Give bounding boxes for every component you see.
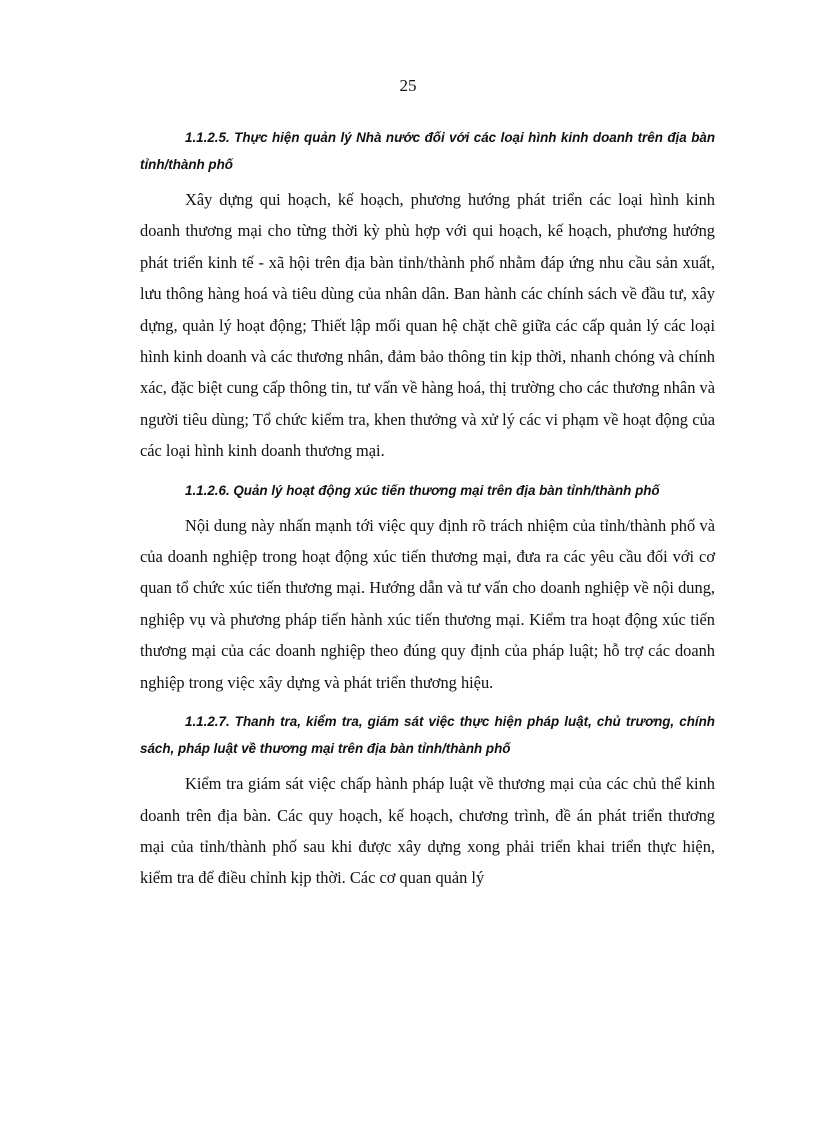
section-heading: 1.1.2.7. Thanh tra, kiểm tra, giám sát việc thực hiện pháp luật, chủ trương, chính sách, pháp luật về thương mại trên địa bàn tỉnh/thành phố: [140, 714, 715, 757]
section-paragraph: Kiểm tra giám sát việc chấp hành pháp luật về thương mại của các chủ thể kinh doanh trên địa bàn. Các quy hoạch, kế hoạch, chương trình, đề án phát triển thương mại của tỉnh/thành phố sau khi được xây dựng xong phải triển khai triển thực hiện, kiểm tra để điều chỉnh kịp thời. Các cơ quan quản lý: [140, 774, 715, 888]
page-number: 25: [399, 76, 417, 95]
section-1-1-2-5: [140, 124, 715, 467]
section-paragraph: Nội dung này nhấn mạnh tới việc quy định rõ trách nhiệm của tỉnh/thành phố và của doanh nghiệp trong hoạt động xúc tiến thương mại, đưa ra các yêu cầu đối với cơ quan tổ chức xúc tiến thương mại. Hướng dẫn và tư vấn cho doanh nghiệp về nội dung, nghiệp vụ và phương pháp tiến hành xúc tiến thương mại. Kiểm tra hoạt động xúc tiến thương mại của các doanh nghiệp theo đúng quy định của pháp luật; hỗ trợ các doanh nghiệp trong việc xây dựng và phát triển thương hiệu.: [140, 515, 715, 692]
page-content: [140, 124, 715, 904]
section-heading: 1.1.2.6. Quản lý hoạt động xúc tiến thương mại trên địa bàn tỉnh/thành phố: [185, 482, 660, 498]
section-paragraph: Xây dựng qui hoạch, kế hoạch, phương hướng phát triển các loại hình kinh doanh thương mại cho từng thời kỳ phù hợp với qui hoạch, kế hoạch, phương hướng phát triển kinh tế - xã hội trên địa bàn tỉnh/thành phố nhằm đáp ứng nhu cầu sản xuất, lưu thông hàng hoá và tiêu dùng của nhân dân. Ban hành các chính sách về đầu tư, xây dựng, quản lý hoạt động; Thiết lập mối quan hệ chặt chẽ giữa các cấp quản lý các loại hình kinh doanh và các thương nhân, đảm bảo thông tin kịp thời, nhanh chóng và chính xác, đặc biệt cung cấp thông tin, tư vấn về hàng hoá, thị trường cho các thương nhân và người tiêu dùng; Tổ chức kiểm tra, khen thưởng và xử lý các vi phạm về hoạt động của các loại hình kinh doanh thương mại.: [140, 190, 715, 461]
section-heading: 1.1.2.5. Thực hiện quản lý Nhà nước đối với các loại hình kinh doanh trên địa bàn tỉnh/thành phố: [140, 130, 715, 172]
section-1-1-2-7: [140, 708, 715, 894]
section-1-1-2-6: [140, 477, 715, 698]
